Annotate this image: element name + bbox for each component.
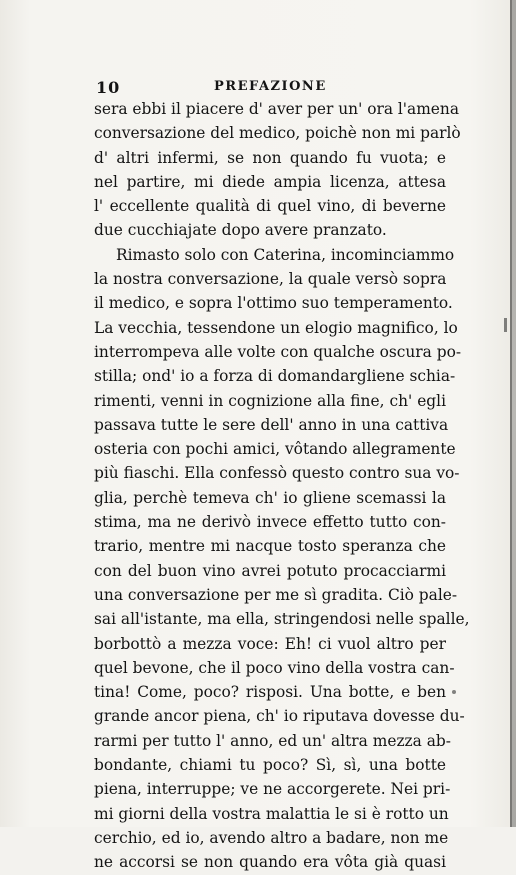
text-line: il medico, e sopra l'ottimo suo temperamento. (94, 294, 453, 313)
text-line: stilla; ond' io a forza di domandargliene schia- (94, 367, 456, 386)
page-edge-shadow (512, 0, 516, 827)
text-line: una conversazione per me sì gradita. Ciò pale- (94, 585, 458, 604)
running-title: PREFAZIONE (214, 79, 327, 94)
text-line: Rimasto solo con Caterina, incominciammo (116, 245, 455, 264)
text-line: cerchio, ed io, avendo altro a badare, non me (94, 828, 449, 847)
page-number: 10 (96, 78, 121, 97)
text-line: sai all'istante, ma ella, stringendosi nelle spalle, (94, 610, 470, 629)
text-line: sera ebbi il piacere d' aver per un' ora l'amena (94, 100, 460, 118)
text-line: osteria con pochi amici, vôtando allegramente (94, 440, 456, 459)
text-line: passava tutte le sere dell' anno in una cattiva (94, 415, 449, 434)
text-line: rimenti, venni in cognizione alla fine, ch' egli (94, 391, 446, 410)
text-line: bondante, chiami tu poco? Sì, sì, una botte (94, 756, 446, 775)
text-line: mi giorni della vostra malattia le si è rotto un (94, 804, 449, 823)
text-line: più fiaschi. Ella confessò questo contro sua vo- (94, 464, 460, 483)
text-line: glia, perchè temeva ch' io gliene scemassi la (94, 488, 446, 507)
text-line: rarmi per tutto l' anno, ed un' altra mezza ab- (94, 731, 451, 750)
text-line: trario, mentre mi nacque tosto speranza che (94, 537, 446, 556)
text-line: interrompeva alle volte con qualche oscura po- (94, 342, 462, 361)
text-line: borbottò a mezza voce: Eh! ci vuol altro per (94, 634, 446, 653)
text-line: d' altri infermi, se non quando fu vuota; e (94, 148, 446, 167)
body-text (94, 97, 470, 875)
text-line: quel bevone, che il poco vino della vostra can- (94, 658, 455, 677)
text-line: ne accorsi se non quando era vôta già quasi (94, 853, 446, 872)
text-line: nel partire, mi diede ampia licenza, attesa (94, 172, 446, 191)
text-line: stima, ma ne derivò invece effetto tutto con- (94, 513, 446, 532)
text-line: due cucchiajate dopo avere pranzato. (94, 221, 387, 240)
text-line: tina! Come, poco? risposi. Una botte, e ben (94, 683, 446, 702)
text-line: conversazione del medico, poichè non mi parlò (94, 124, 461, 143)
text-line: La vecchia, tessendone un elogio magnifico, lo (94, 318, 458, 337)
text-line: piena, interruppe; ve ne accorgerete. Nei pri- (94, 780, 451, 799)
text-line: l' eccellente qualità di quel vino, di beverne (94, 197, 446, 216)
text-line: grande ancor piena, ch' io riputava dovesse du- (94, 707, 465, 726)
page-edge-line (510, 0, 512, 827)
margin-dot (452, 690, 456, 694)
text-line: con del buon vino avrei potuto procacciarmi (94, 561, 446, 580)
margin-speck (504, 318, 507, 332)
text-line: la nostra conversazione, la quale versò sopra (94, 270, 447, 289)
